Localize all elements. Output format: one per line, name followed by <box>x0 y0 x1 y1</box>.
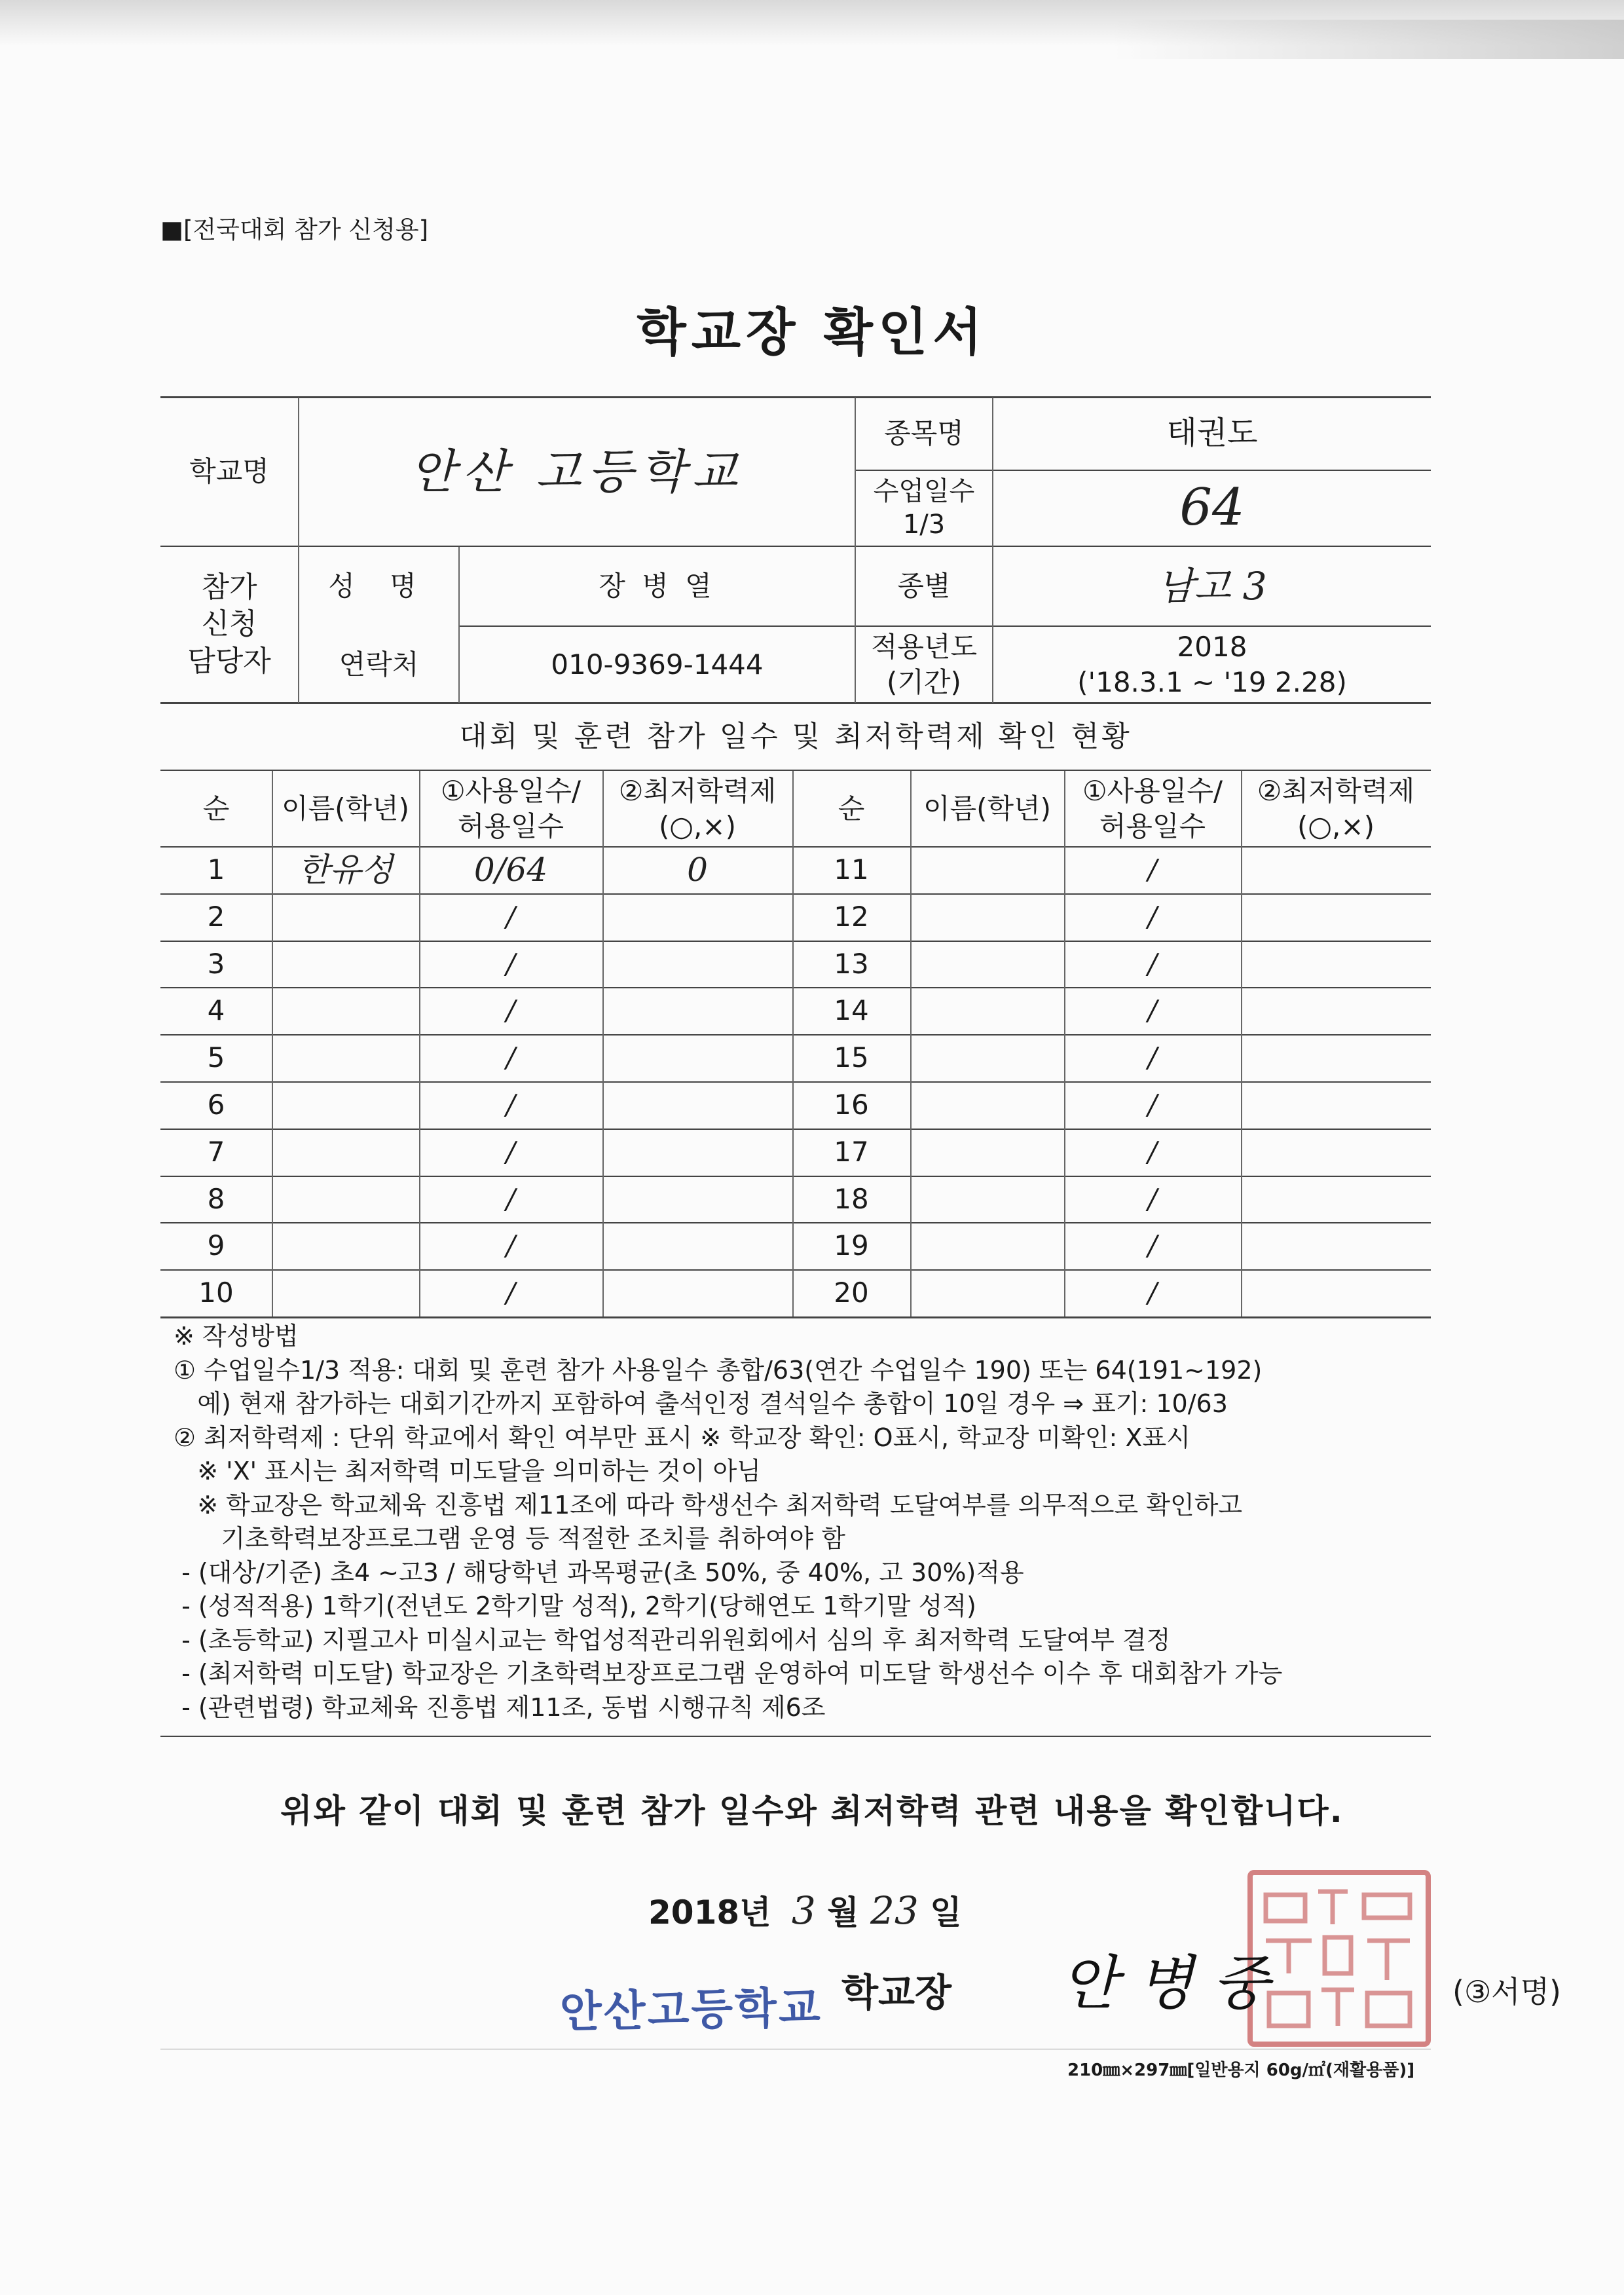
table-cell-no: 7 <box>207 1135 225 1168</box>
name-value: 장 병 열 <box>599 570 716 603</box>
table-cell-name <box>272 1081 419 1129</box>
date-year: 2018년 <box>648 1894 771 1931</box>
year-value-year: 2018 <box>1177 630 1247 663</box>
table-cell-name <box>272 1034 419 1081</box>
seal-pattern-icon <box>1253 1875 1426 2042</box>
table-cell-name <box>910 1129 1064 1176</box>
school-name-stamp: 안산고등학교 <box>559 1982 823 2038</box>
table-cell-name <box>272 1269 419 1316</box>
table-cell-min <box>1241 1269 1431 1316</box>
table-cell-min <box>1241 941 1431 988</box>
table-cell-no: 20 <box>834 1277 869 1309</box>
school-label: 학교명 <box>189 455 269 488</box>
note-line: 예) 현재 참가하는 대회기간까지 포함하여 출석인정 결석일수 총합이 10일 경우 ⇒ 표기: 10/63 <box>174 1389 1228 1418</box>
table-cell-name <box>272 1222 419 1269</box>
table-cell-days: / <box>1147 947 1158 980</box>
table-cell-no: 11 <box>834 853 869 886</box>
date-row <box>648 1886 962 1933</box>
paper-spec: 210㎜×297㎜[일반용지 60g/㎡(재활용품)] <box>1067 2061 1415 2080</box>
table-cell-no: 18 <box>834 1182 869 1215</box>
table-cell-name <box>910 1269 1064 1316</box>
table-cell-min <box>1241 1034 1431 1081</box>
year-label-1: 적용년도 <box>870 630 978 663</box>
table-cell-days: / <box>506 1041 516 1074</box>
table-cell-days: / <box>1147 1041 1158 1074</box>
header-no-right: 순 <box>838 792 865 825</box>
table-cell-days: / <box>506 947 516 980</box>
table-cell-no: 1 <box>207 853 225 886</box>
days-label <box>856 471 992 546</box>
table-cell-min: 0 <box>687 850 708 889</box>
principal-label: 학교장 <box>841 1970 952 2015</box>
contact-person-label <box>160 547 298 702</box>
table-cell-min <box>602 1129 792 1176</box>
seal-signature-mark: (③서명) <box>1452 1974 1562 2009</box>
table-cell-days: / <box>506 1182 516 1215</box>
contact-person-label-3: 담당자 <box>187 644 271 678</box>
table-cell-name <box>272 941 419 988</box>
date-day: 일 <box>930 1894 962 1931</box>
table-cell-min <box>1241 1222 1431 1269</box>
table-cell-days: / <box>1147 853 1158 886</box>
header-min <box>602 771 792 846</box>
contact-person-label-1: 참가 <box>201 570 257 605</box>
note-line: - (초등학교) 지필고사 미실시교는 학업성적관리위원회에서 심의 후 최저학력 도달여부 결정 <box>174 1625 1171 1654</box>
date-day-value: 23 <box>870 1888 919 1933</box>
table-cell-days: / <box>506 900 516 933</box>
table-caption: 대회 및 훈련 참가 일수 및 최저학력제 확인 현황 <box>459 719 1132 753</box>
table-cell-min <box>602 941 792 988</box>
header-no: 순 <box>202 792 230 825</box>
header-days-1: ①사용일수/ <box>440 774 581 807</box>
form-type-label: ■[전국대회 참가 신청용] <box>160 215 429 244</box>
header-days-right-1: ①사용일수/ <box>1082 774 1223 807</box>
note-line: ② 최저학력제 : 단위 학교에서 확인 여부만 표시 ※ 학교장 확인: O표시, 학교장 미확인: X표시 <box>174 1423 1190 1452</box>
table-cell-name <box>910 1176 1064 1223</box>
header-min-2: (○,×) <box>659 810 736 842</box>
table-cell-days: / <box>1147 1229 1158 1262</box>
table-cell-days: / <box>506 1089 516 1121</box>
notes-section <box>174 1320 1282 1725</box>
table-cell-no: 2 <box>207 900 225 933</box>
table-cell-min <box>1241 846 1431 893</box>
table-cell-days: / <box>1147 994 1158 1027</box>
notes-bottom-border <box>160 1736 1431 1737</box>
table-cell-no: 16 <box>834 1089 869 1121</box>
table-row-line <box>160 1316 1431 1318</box>
table-cell-min <box>602 1269 792 1316</box>
table-cell-min <box>602 987 792 1034</box>
table-cell-no: 15 <box>834 1041 869 1074</box>
header-name: 이름(학년) <box>281 792 410 825</box>
document-title: 학교장 확인서 <box>637 303 987 362</box>
year-label-2: (기간) <box>887 665 961 698</box>
table-cell-days: / <box>1147 1089 1158 1121</box>
note-line: - (성적적용) 1학기(전년도 2학기말 성적), 2학기(당해연도 1학기말 성적) <box>174 1592 976 1620</box>
note-line: ① 수업일수1/3 적용: 대회 및 훈련 참가 사용일수 총합/63(연간 수업일수 190) 또는 64(191~192) <box>174 1355 1263 1385</box>
year-value-period: ('18.3.1 ~ '19 2.28) <box>1077 665 1347 698</box>
header-min-1: ②최저학력제 <box>618 774 777 807</box>
table-cell-name <box>272 1129 419 1176</box>
table-cell-no: 5 <box>207 1041 225 1074</box>
table-cell-days: 0/64 <box>473 850 548 889</box>
note-line: - (대상/기준) 초4 ~고3 / 해당학년 과목평균(초 50%, 중 40%, 고 30%)적용 <box>174 1558 1024 1587</box>
year-label <box>856 627 992 702</box>
table-cell-no: 17 <box>834 1135 869 1168</box>
note-line: ※ 'X' 표시는 최저학력 미도달을 의미하는 것이 아님 <box>174 1457 762 1485</box>
phone-value: 010-9369-1444 <box>551 648 764 681</box>
table-cell-name <box>272 1176 419 1223</box>
table-cell-min <box>602 1222 792 1269</box>
table-cell-min <box>1241 1129 1431 1176</box>
table-cell-no: 10 <box>198 1277 234 1309</box>
table-cell-name <box>910 1081 1064 1129</box>
table-cell-no: 9 <box>207 1229 225 1262</box>
header-min-right-1: ②최저학력제 <box>1257 774 1415 807</box>
table-cell-no: 8 <box>207 1182 225 1215</box>
table-cell-name <box>910 941 1064 988</box>
school-value: 안산 고등학교 <box>409 443 745 499</box>
table-cell-min <box>602 893 792 941</box>
header-days-right <box>1064 771 1241 846</box>
table-cell-min <box>1241 1081 1431 1129</box>
table-cell-name <box>910 987 1064 1034</box>
table-cell-days: / <box>506 1229 516 1262</box>
table-cell-no: 3 <box>207 947 225 980</box>
header-name-right: 이름(학년) <box>923 792 1052 825</box>
table-cell-no: 13 <box>834 947 869 980</box>
table-cell-name <box>272 987 419 1034</box>
days-label-line1: 수업일수 <box>873 476 975 506</box>
table-cell-days: / <box>1147 900 1158 933</box>
header-min-right-2: (○,×) <box>1297 810 1375 842</box>
table-cell-days: / <box>1147 1277 1158 1309</box>
table-cell-name <box>910 846 1064 893</box>
scan-shadow-right <box>1113 20 1624 59</box>
name-label: 성 명 <box>328 570 430 603</box>
table-cell-name <box>910 1222 1064 1269</box>
table-cell-days: / <box>1147 1135 1158 1168</box>
table-cell-no: 12 <box>834 900 869 933</box>
table-cell-no: 4 <box>207 994 225 1027</box>
category-value: 남고 3 <box>1157 563 1267 608</box>
note-line: ※ 학교장은 학교체육 진흥법 제11조에 따라 학생선수 최저학력 도달여부를 의무적으로 확인하고 <box>174 1490 1243 1520</box>
table-cell-min <box>602 1176 792 1223</box>
year-value <box>993 627 1431 702</box>
principal-signature: 안 병 중 <box>1061 1949 1270 2018</box>
table-cell-days: / <box>506 994 516 1027</box>
table-cell-no: 14 <box>834 994 869 1027</box>
table-cell-min <box>602 1081 792 1129</box>
contact-person-label-2: 신청 <box>201 607 257 641</box>
table-cell-name <box>272 893 419 941</box>
confirmation-statement: 위와 같이 대회 및 훈련 참가 일수와 최저학력 관련 내용을 확인합니다. <box>280 1792 1344 1830</box>
header-min-right <box>1241 771 1431 846</box>
category-label: 종별 <box>897 570 951 603</box>
note-line: 기초학력보장프로그램 운영 등 적절한 조치를 취하여야 함 <box>174 1524 845 1553</box>
official-seal <box>1247 1870 1431 2047</box>
table-cell-name <box>910 893 1064 941</box>
table-cell-min <box>602 1034 792 1081</box>
header-days-2: 허용일수 <box>457 810 564 842</box>
table-cell-min <box>1241 987 1431 1034</box>
sport-label: 종목명 <box>884 417 964 450</box>
table-cell-no: 19 <box>834 1229 869 1262</box>
table-cell-days: / <box>1147 1182 1158 1215</box>
table-cell-name <box>910 1034 1064 1081</box>
header-days-right-2: 허용일수 <box>1099 810 1206 842</box>
sport-value: 태권도 <box>1166 415 1258 452</box>
phone-label: 연락처 <box>339 648 419 681</box>
note-line: - (최저학력 미도달) 학교장은 기초학력보장프로그램 운영하여 미도달 학생선수 이수 후 대회참가 가능 <box>174 1659 1283 1688</box>
table-cell-days: / <box>506 1135 516 1168</box>
table-cell-min <box>1241 893 1431 941</box>
note-line: ※ 작성방법 <box>174 1322 299 1351</box>
table-cell-days: / <box>506 1277 516 1309</box>
date-month: 월 <box>827 1894 859 1931</box>
table-cell-name: 한유성 <box>298 850 393 889</box>
days-label-line2: 1/3 <box>902 510 946 540</box>
note-line: - (관련법령) 학교체육 진흥법 제11조, 동법 시행규칙 제6조 <box>174 1692 826 1722</box>
table-cell-min <box>1241 1176 1431 1223</box>
days-value: 64 <box>1179 478 1245 538</box>
date-month-value: 3 <box>791 1888 816 1933</box>
table-cell-no: 6 <box>207 1089 225 1121</box>
header-days <box>419 771 602 846</box>
